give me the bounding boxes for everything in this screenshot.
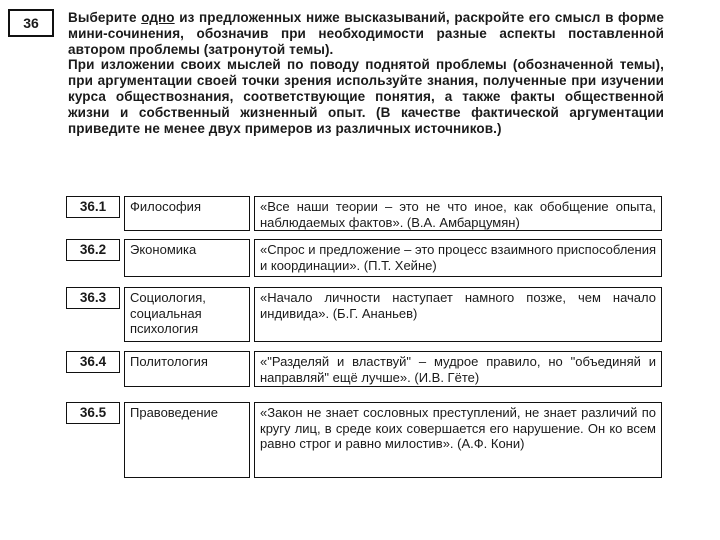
option-number: 36.3 xyxy=(66,287,120,309)
option-quote: «Все наши теории – это не что иное, как обобщение опыта, наблюдаемых фактов». (В.А. Амбарцумян) xyxy=(254,196,662,231)
option-subject: Философия xyxy=(124,196,250,231)
option-subject: Политология xyxy=(124,351,250,387)
option-number: 36.4 xyxy=(66,351,120,373)
option-quote: «Спрос и предложение – это процесс взаимного приспособления и координации». (П.Т. Хейне) xyxy=(254,239,662,277)
option-number: 36.1 xyxy=(66,196,120,218)
option-subject: Социология, социальная психология xyxy=(124,287,250,342)
task-number-box: 36 xyxy=(8,9,54,37)
option-quote: «Закон не знает сословных преступлений, не знает различий по кругу лиц, в среде коих совершается его нарушение. Он ко всем равно строг и равно милостив». (А.Ф. Кони) xyxy=(254,402,662,478)
option-subject: Правоведение xyxy=(124,402,250,478)
underlined-word: одно xyxy=(141,10,175,25)
task-instructions xyxy=(68,10,664,136)
option-number: 36.2 xyxy=(66,239,120,261)
instruction-paragraph-1: Выберите одно из предложенных ниже высказываний, раскройте его смысл в форме мини-сочинения, обозначив при необходимости разные аспекты поставленной автором проблемы (затронутой темы). xyxy=(68,10,664,57)
instruction-paragraph-2: При изложении своих мыслей по поводу поднятой проблемы (обозначенной темы), при аргументации своей точки зрения используйте знания, полученные при изучении курса обществознания, соответствующие понятия, а также факты общественной жизни и собственный жизненный опыт. (В качестве фактической аргументации приведите не менее двух примеров из различных источников.) xyxy=(68,57,664,136)
option-quote: «Начало личности наступает намного позже, чем начало индивида». (Б.Г. Ананьев) xyxy=(254,287,662,342)
option-quote: «"Разделяй и властвуй" – мудрое правило, но "объединяй и направляй" ещё лучше». (И.В. Гёте) xyxy=(254,351,662,387)
option-number: 36.5 xyxy=(66,402,120,424)
option-subject: Экономика xyxy=(124,239,250,277)
